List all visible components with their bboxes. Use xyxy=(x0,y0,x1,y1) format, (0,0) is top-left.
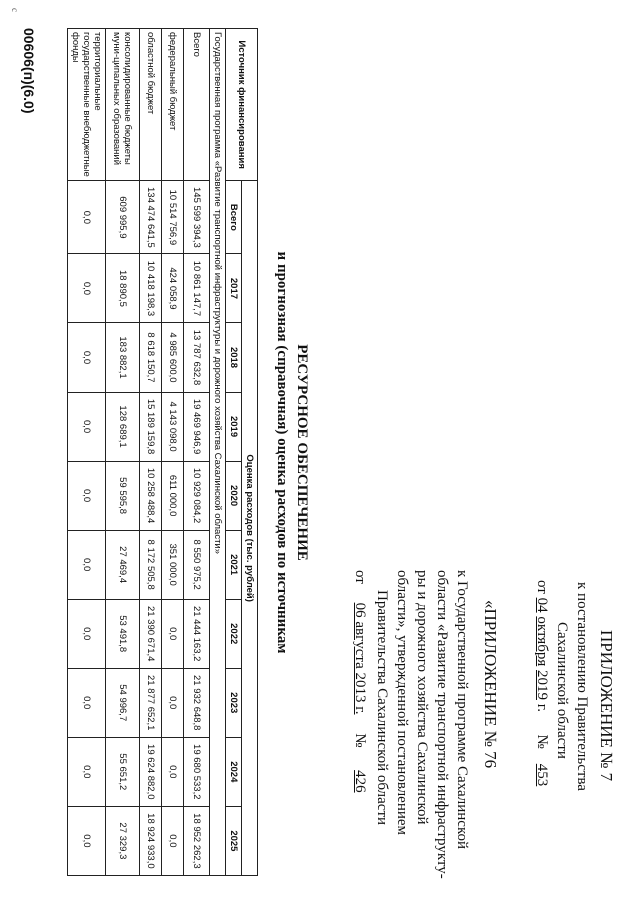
row-source: Всего xyxy=(184,29,210,181)
cell: 128 689,1 xyxy=(106,392,140,461)
cell: 0,0 xyxy=(68,254,106,323)
col-header: 2019 xyxy=(226,392,242,461)
cell: 351 000,0 xyxy=(162,530,184,599)
cell: 19 680 533,2 xyxy=(184,737,210,806)
prior-appendix-line-1: к Государственной программе Сахалинской xyxy=(454,570,470,850)
cell: 54 996,7 xyxy=(106,668,140,737)
corner-mark: с xyxy=(10,8,20,12)
cell: 134 474 641,5 xyxy=(140,181,162,254)
program-title: Государственная программа «Развитие транспортной инфраструктуры и дорожного хозяйства Сахалинской области» xyxy=(210,29,226,876)
col-header: Всего xyxy=(226,181,242,254)
cell: 10 418 198,3 xyxy=(140,254,162,323)
table-row xyxy=(184,29,210,876)
cell: 0,0 xyxy=(68,530,106,599)
row-source: консолидированные бюджеты муни-ципальных образований xyxy=(106,29,140,181)
cell: 4 143 098,0 xyxy=(162,392,184,461)
cell: 0,0 xyxy=(68,806,106,875)
appendix-line-1: к постановлению Правительства xyxy=(574,582,590,791)
cell: 18 890,5 xyxy=(106,254,140,323)
table-row xyxy=(68,29,106,876)
prior-date-prefix: от xyxy=(352,570,368,584)
col-header: 2018 xyxy=(226,323,242,392)
appendix-number: 453 xyxy=(534,763,550,787)
source-header: Источник финансирования xyxy=(226,29,258,181)
cell: 0,0 xyxy=(68,737,106,806)
cell: 0,0 xyxy=(162,599,184,668)
prior-number: 426 xyxy=(352,770,368,793)
date-year: 2019 xyxy=(534,670,550,700)
cell: 609 995,9 xyxy=(106,181,140,254)
document-code: 00606(п)(6.0) xyxy=(21,28,37,114)
prior-appendix-line-4: области», утвержденной постановлением xyxy=(394,570,410,836)
program-title-row xyxy=(210,29,226,876)
cell: 0,0 xyxy=(162,668,184,737)
col-header: 2025 xyxy=(226,806,242,875)
cell: 19 624 882,0 xyxy=(140,737,162,806)
col-header: 2023 xyxy=(226,668,242,737)
cell: 21 444 163,2 xyxy=(184,599,210,668)
cell: 0,0 xyxy=(162,806,184,875)
number-sign: № xyxy=(534,734,550,749)
cell: 55 651,2 xyxy=(106,737,140,806)
cell: 18 952 262,3 xyxy=(184,806,210,875)
estimate-header: Оценка расходов (тыс. рублей) xyxy=(242,181,258,876)
cell: 4 985 600,0 xyxy=(162,323,184,392)
cell: 0,0 xyxy=(68,181,106,254)
date-suffix: г. xyxy=(534,703,550,712)
cell: 15 189 159,8 xyxy=(140,392,162,461)
appendix-title: ПРИЛОЖЕНИЕ № 7 xyxy=(597,630,616,782)
row-source: федеральный бюджет xyxy=(162,29,184,181)
cell: 0,0 xyxy=(68,392,106,461)
cell: 0,0 xyxy=(68,323,106,392)
prior-appendix-line-2: области «Развитие транспортной инфраструкту- xyxy=(434,570,450,879)
date-day: 04 xyxy=(534,597,550,613)
cell: 8 172 505,8 xyxy=(140,530,162,599)
col-header: 2021 xyxy=(226,530,242,599)
date-prefix: от xyxy=(534,580,550,594)
cell: 27 469,4 xyxy=(106,530,140,599)
table-row xyxy=(162,29,184,876)
cell: 611 000,0 xyxy=(162,461,184,530)
cell: 0,0 xyxy=(68,668,106,737)
cell: 21 390 671,4 xyxy=(140,599,162,668)
cell: 8 618 150,7 xyxy=(140,323,162,392)
cell: 0,0 xyxy=(68,599,106,668)
prior-date: 06 августа 2013 г. xyxy=(352,602,368,715)
prior-appendix-line-5: Правительства Сахалинской области xyxy=(374,590,390,826)
prior-appendix-title: «ПРИЛОЖЕНИЕ № 76 xyxy=(481,600,500,769)
col-header: 2020 xyxy=(226,461,242,530)
prior-number-sign: № xyxy=(352,733,368,748)
col-header: 2024 xyxy=(226,737,242,806)
cell: 19 469 946,9 xyxy=(184,392,210,461)
cell: 18 924 933,0 xyxy=(140,806,162,875)
cell: 21 877 652,1 xyxy=(140,668,162,737)
cell: 145 599 394,3 xyxy=(184,181,210,254)
cell: 59 595,8 xyxy=(106,461,140,530)
heading-line-1: РЕСУРСНОЕ ОБЕСПЕЧЕНИЕ xyxy=(294,344,310,561)
cell: 0,0 xyxy=(68,461,106,530)
appendix-date-line xyxy=(533,580,550,786)
prior-appendix-line-3: ры и дорожного хозяйства Сахалинской xyxy=(414,570,430,825)
financing-table xyxy=(67,28,258,876)
cell: 8 550 975,2 xyxy=(184,530,210,599)
col-header: 2022 xyxy=(226,599,242,668)
row-source: территориальные государственные внебюджетные фонды xyxy=(68,29,106,181)
row-source: областной бюджет xyxy=(140,29,162,181)
table-header-row-1 xyxy=(242,29,258,876)
col-header: 2017 xyxy=(226,254,242,323)
cell: 21 932 648,8 xyxy=(184,668,210,737)
cell: 183 882,1 xyxy=(106,323,140,392)
date-month: октября xyxy=(534,616,550,667)
prior-appendix-date-line xyxy=(351,570,368,793)
heading-line-2: и прогнозная (справочная) оценка расходов по источникам xyxy=(274,251,290,654)
cell: 10 861 147,7 xyxy=(184,254,210,323)
cell: 10 929 084,2 xyxy=(184,461,210,530)
cell: 27 329,3 xyxy=(106,806,140,875)
cell: 10 258 488,4 xyxy=(140,461,162,530)
cell: 424 058,9 xyxy=(162,254,184,323)
cell: 0,0 xyxy=(162,737,184,806)
appendix-line-2: Сахалинской области xyxy=(554,622,570,759)
cell: 13 787 632,8 xyxy=(184,323,210,392)
table-row xyxy=(106,29,140,876)
cell: 10 514 756,9 xyxy=(162,181,184,254)
table-row xyxy=(140,29,162,876)
cell: 53 491,8 xyxy=(106,599,140,668)
